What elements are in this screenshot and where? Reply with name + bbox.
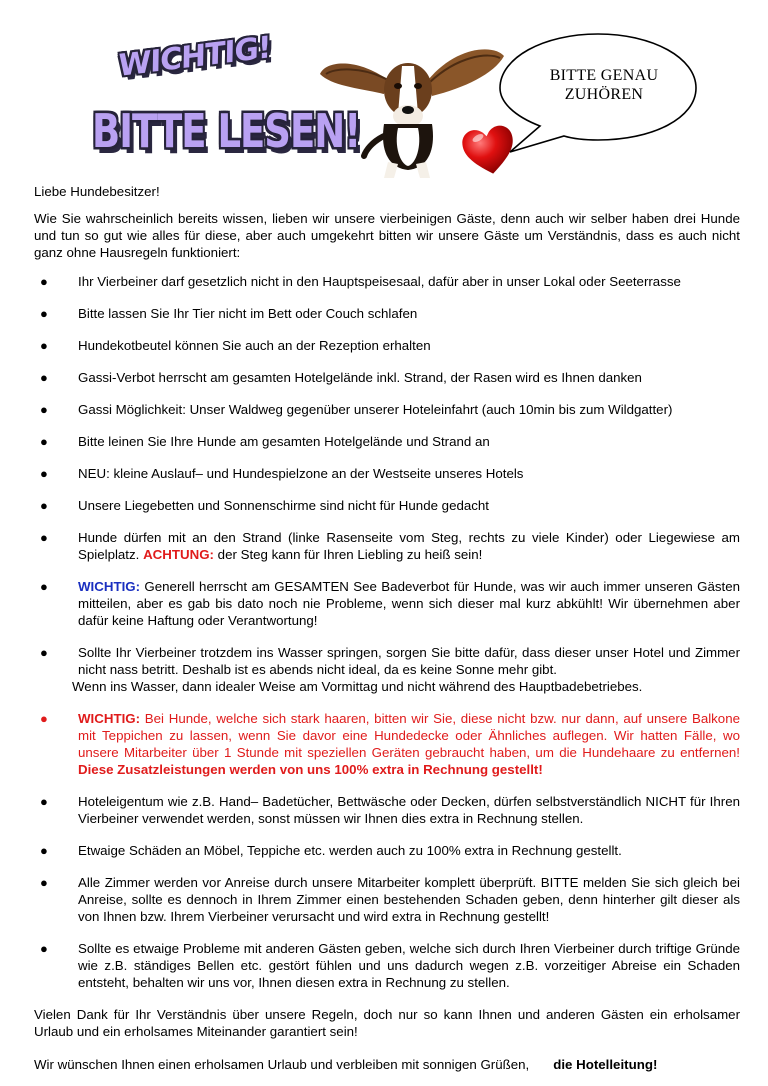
wordart-bitte-lesen: BITTE LESEN! <box>92 104 361 158</box>
closing-paragraph: Vielen Dank für Ihr Verständnis über unsere Regeln, doch nur so kann Ihnen und anderen Gästen ein erholsamer Urlaub und ein erholsames Miteinander garantiert sein! <box>34 1007 740 1039</box>
rule-text: Alle Zimmer werden vor Anreise durch unsere Mitarbeiter komplett überprüft. BITTE melden Sie sich gleich bei Anreise, sollte es dennoch in Ihrem Zimmer einen bestehenden Schaden geben, denn hinterher gilt dieser als von Ihnen bzw. Ihrem Vierbeiner verursacht und wird extra in Rechnung gestellt! <box>78 875 740 924</box>
rule-continuation: Wenn ins Wasser, dann idealer Weise am Vormittag und nicht während des Hauptbadebetriebes. <box>72 679 643 694</box>
rule-text: Hunde dürfen mit an den Strand (linke Rasenseite vom Steg, rechts zu viele Kinder) oder Liegewiese am Spielplatz. <box>78 530 740 562</box>
intro-paragraph: Wie Sie wahrscheinlich bereits wissen, lieben wir unsere vierbeinigen Gäste, denn auch wir selber haben drei Hunde und tun so gut wie alles für diese, aber auch umgekehrt bitten wir unsere Gäste um Verständnis, dass es auch nicht ganz ohne Hausregeln funktioniert: <box>34 211 740 260</box>
rule-text: Sollte Ihr Vierbeiner trotzdem ins Wasser springen, sorgen Sie bitte dafür, dass dieser unser Hotel und Zimmer nicht nass betritt. Deshalb ist es abends nicht ideal, da es keine Sonne mehr gibt. <box>78 645 740 677</box>
rule-text: Gassi-Verbot herrscht am gesamten Hotelgelände inkl. Strand, der Rasen wird es Ihnen danken <box>78 370 642 385</box>
warning-text: der Steg kann für Ihren Liebling zu heiß sein! <box>217 547 483 562</box>
rule-item-swim-ban <box>34 578 740 629</box>
rule-text: Hoteleigentum wie z.B. Hand– Badetücher, Bettwäsche oder Decken, dürfen selbstverständlich NICHT für Ihren Vierbeiner verwendet werden, sonst müssen wir Ihnen dies extra in Rechnung stellen. <box>78 794 740 826</box>
bullet-icon: ● <box>40 579 48 594</box>
bullet-icon: ● <box>40 498 48 513</box>
rule-item <box>34 465 740 482</box>
bullet-icon: ● <box>40 711 48 726</box>
greeting: Liebe Hundebesitzer! <box>34 184 160 199</box>
wordart-wichtig: WICHTIG! <box>117 29 271 85</box>
rule-text: Bitte lassen Sie Ihr Tier nicht im Bett oder Couch schlafen <box>78 306 418 321</box>
rule-item-beach <box>34 529 740 563</box>
bullet-icon: ● <box>40 434 48 449</box>
rule-item <box>34 793 740 827</box>
bullet-icon: ● <box>40 274 48 289</box>
bullet-icon: ● <box>40 370 48 385</box>
rule-text: Bei Hunde, welche sich stark haaren, bitten wir Sie, diese nicht bzw. nur dann, auf unsere Balkone mit Teppichen zu lassen, wenn Sie davor eine Hundedecke oder Ähnliches auflegen. Wir hatten Fälle, wo unsere Mitarbeiter über 1 Stunde mit speziellen Geräten gebraucht haben, um die Hundehaare zu entfernen! <box>78 711 740 760</box>
important-label: WICHTIG: <box>78 579 141 594</box>
bullet-icon: ● <box>40 530 48 545</box>
bullet-icon: ● <box>40 794 48 809</box>
rule-item <box>34 497 740 514</box>
rule-item <box>34 273 740 290</box>
rule-item <box>34 433 740 450</box>
extra-charge-notice: Diese Zusatzleistungen werden von uns 100% extra in Rechnung gestellt! <box>78 762 543 777</box>
rule-item <box>34 369 740 386</box>
bullet-icon: ● <box>40 875 48 890</box>
rule-text: Gassi Möglichkeit: Unser Waldweg gegenüber unserer Hoteleinfahrt (auch 10min bis zum Wildgatter) <box>78 402 673 417</box>
rule-item <box>34 940 740 991</box>
bullet-icon: ● <box>40 338 48 353</box>
rule-item-hair <box>34 710 740 778</box>
rule-item <box>34 842 740 859</box>
rule-item <box>34 305 740 322</box>
rule-item <box>34 337 740 354</box>
rule-text: Bitte leinen Sie Ihre Hunde am gesamten Hotelgelände und Strand an <box>78 434 490 449</box>
bullet-icon: ● <box>40 843 48 858</box>
warning-label: ACHTUNG: <box>143 547 214 562</box>
rule-text: Sollte es etwaige Probleme mit anderen Gästen geben, welche sich durch Ihren Vierbeiner durch triftige Gründe wie z.B. ständiges Bellen etc. gestört fühlen und uns dadurch wegen z.B. vorzeitiger Abreise ein Schaden entsteht, behalten wir uns vor, Ihnen diesen extra in Rechnung zu stellen. <box>78 941 740 990</box>
rule-text: NEU: kleine Auslauf– und Hundespielzone an der Westseite unseres Hotels <box>78 466 524 481</box>
speech-bubble-text <box>518 66 690 104</box>
farewell-line <box>34 1056 740 1073</box>
rules-list <box>34 273 740 991</box>
bullet-icon: ● <box>40 306 48 321</box>
rule-text: Unsere Liegebetten und Sonnenschirme sind nicht für Hunde gedacht <box>78 498 489 513</box>
speech-bubble-line-1: BITTE GENAU <box>549 67 659 84</box>
bullet-icon: ● <box>40 941 48 956</box>
letter-body <box>34 183 740 1073</box>
bullet-icon: ● <box>40 466 48 481</box>
rule-text: Etwaige Schäden an Möbel, Teppiche etc. werden auch zu 100% extra in Rechnung gestellt. <box>78 843 622 858</box>
signature: die Hotelleitung! <box>553 1057 658 1072</box>
important-label: WICHTIG: <box>78 711 141 726</box>
rule-item <box>34 401 740 418</box>
rule-text: Hundekotbeutel können Sie auch an der Rezeption erhalten <box>78 338 431 353</box>
rule-text: Ihr Vierbeiner darf gesetzlich nicht in den Hauptspeisesaal, dafür aber in unser Lokal oder Seeterrasse <box>78 274 681 289</box>
bullet-icon: ● <box>40 645 48 660</box>
rule-item-wet <box>34 644 740 695</box>
speech-bubble-line-2: ZUHÖREN <box>564 86 644 103</box>
rule-item <box>34 874 740 925</box>
bullet-icon: ● <box>40 402 48 417</box>
rule-text: Generell herrscht am GESAMTEN See Badeverbot für Hunde, was wir auch immer unseren Gästen mitteilen, aber es gab bis dato noch nie Probleme, wenn sich dieser mal kurz abkühlt! Wir übernehmen aber dafür keine Haftung oder Verantwortung! <box>78 579 740 628</box>
farewell-text: Wir wünschen Ihnen einen erholsamen Urlaub und verbleiben mit sonnigen Grüßen, <box>34 1057 530 1072</box>
